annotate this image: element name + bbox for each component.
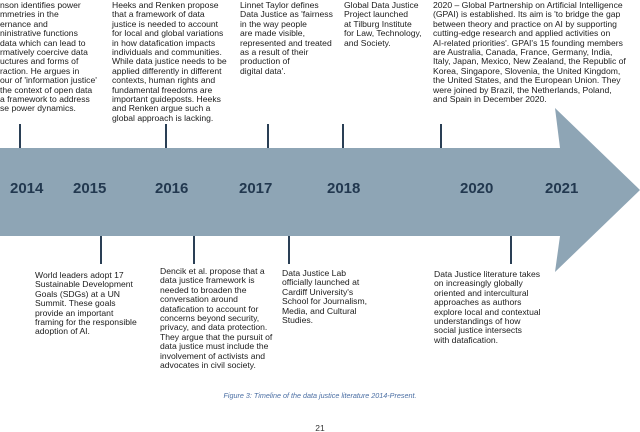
event-2015-text: World leaders adopt 17 Sustainable Development Goals (SDGs) at a UN Summit. These goals provide an important framing for the responsible adoption of AI. <box>35 270 137 337</box>
event-2016-above-text: Heeks and Renken propose that a framework of data justice is needed to account for local and global variations in how datafication impacts individuals and communities. While data justice needs to be applied differently in different contexts, human rights and fundamental freedoms are important guideposts. Heeks and Renken argue such a global approach is lacking. <box>112 0 227 123</box>
year-label: 2016 <box>155 180 189 197</box>
year-label: 2018 <box>327 180 361 197</box>
year-label: 2014 <box>10 180 44 197</box>
tick-2017-below <box>288 236 290 264</box>
tick-2016-below <box>193 236 195 264</box>
tick-2014 <box>19 124 21 148</box>
tick-2020-above <box>440 124 442 148</box>
tick-2015 <box>100 236 102 264</box>
event-2020-above-text: 2020 – Global Partnership on Artificial Intelligence (GPAI) is established. Its aim is 'to bridge the gap between theory and practice on AI by supporting cutting-edge research and applied activities on AI-related priorities'. GPAI's 15 founding members are Australia, Canada, France, Germany, India, Italy, Japan, Mexico, New Zealand, the Republic of Korea, Singapore, Slovenia, the United Kingdom, the United States, and the European Union. They were joined by Brazil, the Netherlands, Poland, and Spain in December 2020. <box>433 0 626 105</box>
year-label: 2017 <box>239 180 273 197</box>
figure-caption: Figure 3: Timeline of the data justice literature 2014-Present. <box>223 391 417 400</box>
year-label: 2021 <box>545 180 579 197</box>
event-2018-text: Global Data Justice Project launched at Tilburg Institute for Law, Technology, and Society. <box>344 0 422 48</box>
year-label: 2015 <box>73 180 107 197</box>
event-2014-text: nson identifies power mmetries in the ernance and ninistrative functions data which can lead to rmatively coercive data uctures and forms of raction. He argues in our of 'information justice' the context of open data a framework to address se power dynamics. <box>0 0 97 114</box>
event-2016-below-text: Dencik et al. propose that a data justice framework is needed to broaden the conversation around datafication to account for concerns beyond security, privacy, and data protection. They argue that the pursuit of data justice must include the involvement of activists and advocates in civil society. <box>160 266 273 371</box>
tick-2018 <box>342 124 344 148</box>
page-number: 21 <box>315 423 325 432</box>
tick-2020-below <box>510 236 512 264</box>
event-2017-above-text: Linnet Taylor defines Data Justice as 'fairness in the way people are made visible, represented and treated as a result of their production of digital data'. <box>240 0 333 76</box>
tick-2017 <box>267 124 269 148</box>
tick-2016 <box>165 124 167 148</box>
event-2020-below-text: Data Justice literature takes on increasingly globally oriented and intercultural approaches as authors explore local and contextual understandings of how social justice intersects with datafication. <box>434 269 541 345</box>
event-2017-below-text: Data Justice Lab officially launched at Cardiff University's School for Journalism, Media, and Cultural Studies. <box>282 268 368 326</box>
year-label: 2020 <box>460 180 494 197</box>
